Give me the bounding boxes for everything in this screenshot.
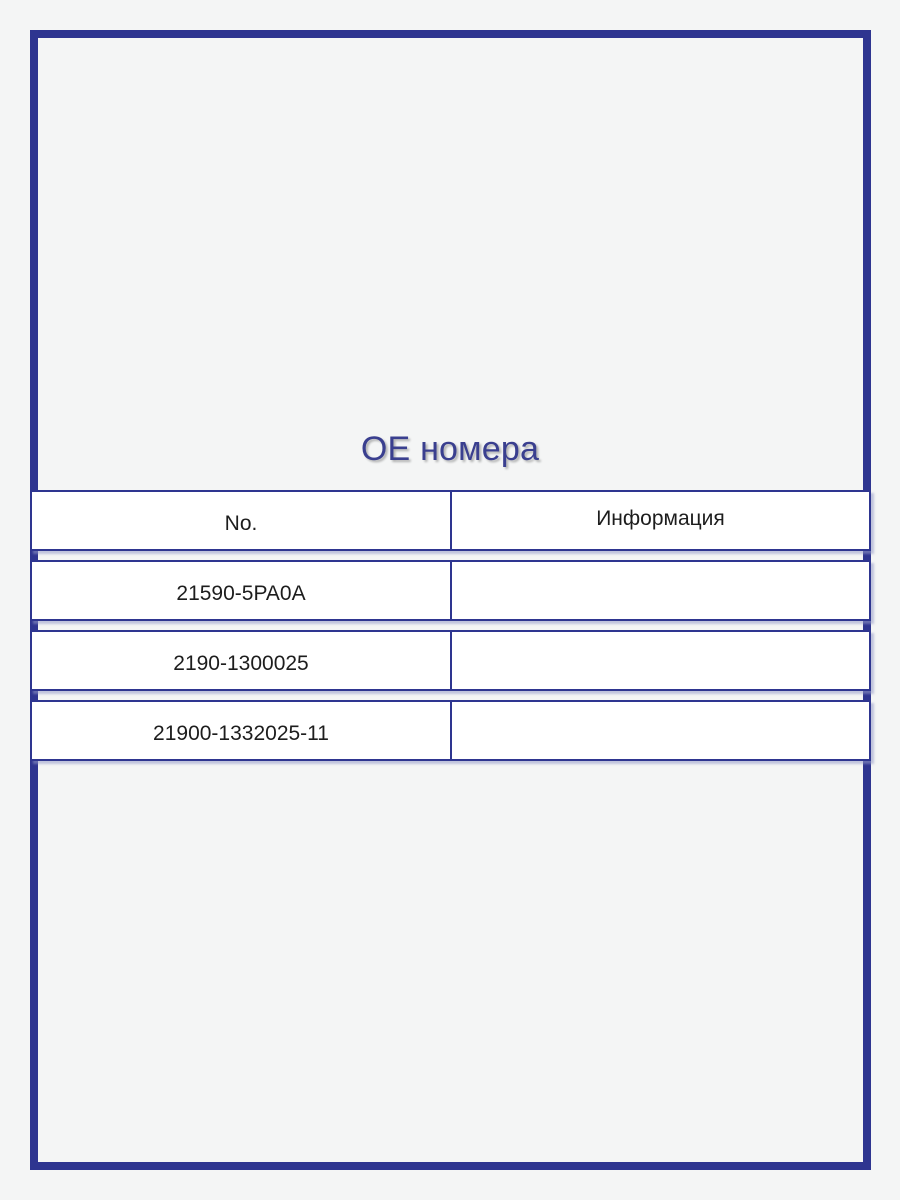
table-row bbox=[30, 700, 871, 761]
oe-number: 21590-5PA0A bbox=[176, 581, 306, 605]
table-row bbox=[30, 630, 871, 691]
cell-no bbox=[32, 702, 452, 759]
header-cell-info bbox=[452, 492, 869, 549]
header-label-info: Информация bbox=[596, 506, 725, 530]
oe-number: 2190-1300025 bbox=[173, 651, 309, 675]
cell-no bbox=[32, 632, 452, 689]
cell-info bbox=[452, 702, 869, 759]
table-header-row bbox=[30, 490, 871, 551]
header-cell-no bbox=[32, 492, 452, 549]
page-title: OE номера bbox=[360, 430, 540, 468]
cell-no bbox=[32, 562, 452, 619]
oe-number: 21900-1332025-11 bbox=[153, 721, 329, 745]
header-label-no: No. bbox=[224, 511, 258, 535]
table-row bbox=[30, 560, 871, 621]
cell-info bbox=[452, 562, 869, 619]
cell-info bbox=[452, 632, 869, 689]
